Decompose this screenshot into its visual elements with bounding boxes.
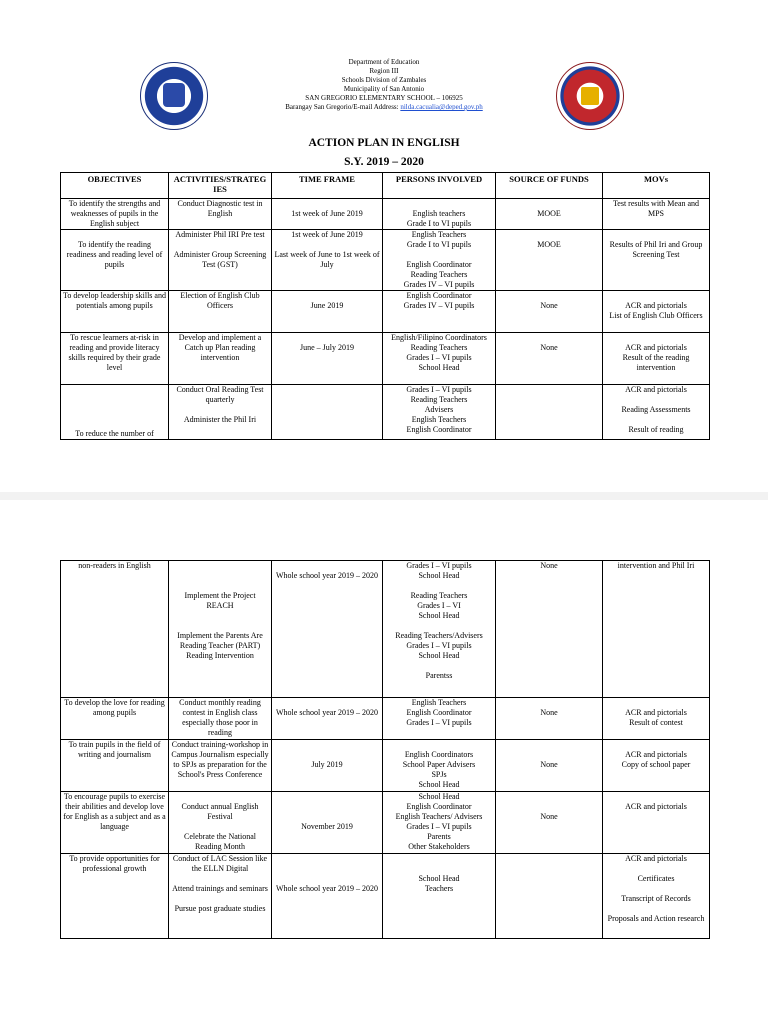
activity: Administer Phil IRI Pre test (175, 230, 265, 239)
time-frame-cell (272, 854, 383, 939)
person: School Head (418, 792, 460, 801)
person: Reading Teachers (410, 270, 468, 279)
person: Reading Teachers/Advisers (395, 631, 483, 640)
person: English Teachers/ Advisers (395, 812, 483, 821)
movs-text: Copy of school paper (621, 760, 691, 769)
person: Reading Teachers (410, 395, 468, 404)
activity: Attend trainings and seminars (172, 884, 268, 893)
document-title: ACTION PLAN IN ENGLISH (308, 137, 460, 149)
letterhead-line: Municipality of San Antonio (343, 85, 425, 93)
person: Other Stakeholders (408, 842, 470, 851)
funds-text: MOOE (537, 209, 561, 218)
movs-text: ACR and pictorials (625, 708, 687, 717)
person: Grades IV – VI pupils (403, 301, 475, 310)
person: Reading Teachers (410, 591, 468, 600)
person: Grades I – VI (417, 601, 461, 610)
person: English Coordinator (406, 708, 472, 717)
person: English teachers (412, 209, 466, 218)
funds-text: None (540, 708, 558, 717)
objective-cell: non-readers in English (61, 561, 169, 698)
table-row (61, 561, 710, 698)
persons-cell (383, 561, 496, 698)
table-row (61, 385, 710, 440)
persons-cell (383, 385, 496, 440)
activities-cell (169, 792, 272, 854)
funds-cell: None (496, 561, 603, 698)
time-frame-cell (272, 230, 383, 291)
action-plan-table-continued (60, 560, 710, 939)
movs-cell (603, 792, 710, 854)
column-header: TIME FRAME (272, 173, 383, 199)
person: Advisers (424, 405, 454, 414)
time-frame-text: November 2019 (301, 822, 353, 831)
activity: Administer Group Screening Test (GST) (173, 250, 267, 269)
funds-cell (496, 385, 603, 440)
person: Grades I – VI pupils (406, 718, 472, 727)
persons-cell (383, 854, 496, 939)
funds-text: None (540, 760, 558, 769)
person: English Teachers (411, 230, 467, 239)
table-row (61, 230, 710, 291)
document-page-2 (0, 500, 768, 1024)
movs-cell (603, 698, 710, 740)
person: Grades I – VI pupils (406, 822, 472, 831)
movs-text: Result of contest (629, 718, 683, 727)
objective-text: To reduce the number of (75, 429, 154, 438)
time-frame-text: June 2019 (310, 301, 344, 310)
movs-cell (603, 230, 710, 291)
movs-text: ACR and pictorials (625, 802, 687, 811)
funds-cell (496, 291, 603, 333)
column-header: OBJECTIVES (61, 173, 169, 199)
objective-cell: To encourage pupils to exercise their abilities and develop love for English as a subject and as a language (61, 792, 169, 854)
activities-cell (169, 385, 272, 440)
person: School Head (418, 571, 460, 580)
movs-text: ACR and pictorials (625, 301, 687, 310)
objective-cell: To train pupils in the field of writing and journalism (61, 740, 169, 792)
person: Parents (427, 832, 451, 841)
letterhead-line: Schools Division of Zambales (341, 76, 427, 84)
movs-text: Result of the reading intervention (622, 353, 690, 372)
letterhead-line: SAN GREGORIO ELEMENTARY SCHOOL – 106925 (305, 94, 463, 102)
person: Grade I to VI pupils (406, 240, 472, 249)
letterhead-line: Region III (369, 67, 399, 75)
activity: Administer the Phil Iri (183, 415, 257, 424)
funds-text: MOOE (537, 240, 561, 249)
person: English Coordinators (404, 750, 474, 759)
table-row (61, 792, 710, 854)
person: Grades I – VI pupils (406, 641, 472, 650)
objective-cell: To develop the love for reading among pupils (61, 698, 169, 740)
activity: Conduct Oral Reading Test quarterly (176, 385, 264, 404)
time-frame-cell (272, 792, 383, 854)
persons-cell (383, 230, 496, 291)
movs-cell (603, 385, 710, 440)
activity: Pursue post graduate studies (174, 904, 266, 913)
objective-cell (61, 385, 169, 440)
person: School Head (418, 363, 460, 372)
time-frame-text: Last week of June to 1st week of July (274, 250, 380, 269)
persons-cell (383, 291, 496, 333)
movs-text: ACR and pictorials (625, 854, 687, 863)
person: Grades I – VI pupils (406, 561, 472, 570)
movs-cell (603, 854, 710, 939)
funds-cell (496, 792, 603, 854)
time-frame-text: Whole school year 2019 – 2020 (276, 884, 378, 893)
person: Parentss (425, 671, 453, 680)
movs-cell: Test results with Mean and MPS (603, 199, 710, 230)
column-header: PERSONS INVOLVED (383, 173, 496, 199)
person: School Head (418, 611, 460, 620)
movs-text: List of English Club Officers (609, 311, 703, 320)
objective-cell: To identify the strengths and weaknesses of pupils in the English subject (61, 199, 169, 230)
movs-text: Result of reading (628, 425, 684, 434)
funds-cell (496, 698, 603, 740)
school-year: S.Y. 2019 – 2020 (344, 156, 424, 168)
persons-cell (383, 199, 496, 230)
person: English Coordinator (406, 260, 472, 269)
time-frame-cell (272, 561, 383, 698)
funds-text: None (540, 343, 558, 352)
time-frame-text: 1st week of June 2019 (291, 230, 363, 239)
activities-cell (169, 854, 272, 939)
activity: Celebrate the National Reading Month (184, 832, 256, 851)
funds-cell (496, 199, 603, 230)
time-frame-cell (272, 333, 383, 385)
activity: Conduct annual English Festival (181, 802, 259, 821)
time-frame-text: 1st week of June 2019 (291, 209, 363, 218)
table-row (61, 740, 710, 792)
movs-cell: intervention and Phil Iri (603, 561, 710, 698)
objective-cell: To develop leadership skills and potentials among pupils (61, 291, 169, 333)
person: School Head (418, 874, 460, 883)
person: Reading Teachers (410, 343, 468, 352)
activity: Implement the Parents Are Reading Teacher (PART) Reading Intervention (177, 631, 263, 660)
table-row (61, 333, 710, 385)
time-frame-text: Whole school year 2019 – 2020 (276, 571, 378, 580)
activities-cell: Conduct Diagnostic test in English (169, 199, 272, 230)
funds-cell (496, 230, 603, 291)
movs-text: ACR and pictorials (625, 750, 687, 759)
person: School Head (418, 780, 460, 789)
time-frame-cell (272, 385, 383, 440)
address-prefix: Barangay San Gregorio/E-mail Address: (285, 103, 401, 111)
movs-cell (603, 740, 710, 792)
table-header-row (61, 173, 710, 199)
persons-cell (383, 698, 496, 740)
person: Grades I – VI pupils (406, 353, 472, 362)
objective-text: To identify the reading readiness and reading level of pupils (66, 240, 163, 269)
objective-cell: To provide opportunities for professional growth (61, 854, 169, 939)
person: School Head (418, 651, 460, 660)
column-header: SOURCE OF FUNDS (496, 173, 603, 199)
activities-cell: Conduct monthly reading contest in English class especially those poor in reading (169, 698, 272, 740)
person: English Coordinator (406, 425, 472, 434)
activities-cell: Conduct training-workshop in Campus Journalism especially to SPJs as preparation for the School's Press Conference (169, 740, 272, 792)
funds-cell (496, 740, 603, 792)
activities-cell: Election of English Club Officers (169, 291, 272, 333)
time-frame-text: June – July 2019 (300, 343, 354, 352)
table-row (61, 199, 710, 230)
column-header: MOVs (603, 173, 710, 199)
movs-text: Certificates (637, 874, 675, 883)
funds-cell (496, 333, 603, 385)
movs-text: ACR and pictorials (625, 385, 687, 394)
time-frame-cell (272, 740, 383, 792)
funds-cell (496, 854, 603, 939)
movs-text: Results of Phil Iri and Group Screening Test (609, 240, 703, 259)
activities-cell (169, 561, 272, 698)
time-frame-text: July 2019 (311, 760, 343, 769)
letterhead (0, 58, 768, 112)
movs-cell (603, 291, 710, 333)
objective-cell: To rescue learners at-risk in reading and provide literacy skills required by their grade level (61, 333, 169, 385)
movs-text: ACR and pictorials (625, 343, 687, 352)
funds-text: None (540, 301, 558, 310)
address-line (0, 103, 768, 112)
person: English Teachers (411, 698, 467, 707)
activities-cell: Develop and implement a Catch up Plan reading intervention (169, 333, 272, 385)
action-plan-table (60, 172, 710, 440)
time-frame-cell (272, 291, 383, 333)
movs-text: Reading Assessments (621, 405, 691, 414)
funds-text: None (540, 812, 558, 821)
person: English Coordinator (406, 291, 472, 300)
person: English/Filipino Coordinators (391, 333, 487, 342)
persons-cell (383, 333, 496, 385)
person: Teachers (424, 884, 454, 893)
person: English Coordinator (406, 802, 472, 811)
time-frame-cell (272, 698, 383, 740)
movs-cell (603, 333, 710, 385)
table-row (61, 854, 710, 939)
time-frame-cell (272, 199, 383, 230)
email-link[interactable]: nilda.cacualia@deped.gov.ph (400, 103, 483, 111)
person: Grade I to VI pupils (406, 219, 472, 228)
time-frame-text: Whole school year 2019 – 2020 (276, 708, 378, 717)
activities-cell (169, 230, 272, 291)
activity: Conduct of LAC Session like the ELLN Digital (172, 854, 268, 873)
person: English Teachers (411, 415, 467, 424)
table-row (61, 698, 710, 740)
table-row (61, 291, 710, 333)
document-page-1 (0, 0, 768, 492)
activity: Implement the Project REACH (184, 591, 256, 610)
person: Grades IV – VI pupils (403, 280, 475, 289)
column-header: ACTIVITIES/STRATEG IES (169, 173, 272, 199)
person: Grades I – VI pupils (406, 385, 472, 394)
persons-cell (383, 792, 496, 854)
objective-cell (61, 230, 169, 291)
movs-text: Proposals and Action research (607, 914, 705, 923)
person: School Paper Advisers (402, 760, 476, 769)
person: SPJs (431, 770, 447, 779)
letterhead-line: Department of Education (348, 58, 420, 66)
movs-text: Transcript of Records (621, 894, 691, 903)
persons-cell (383, 740, 496, 792)
